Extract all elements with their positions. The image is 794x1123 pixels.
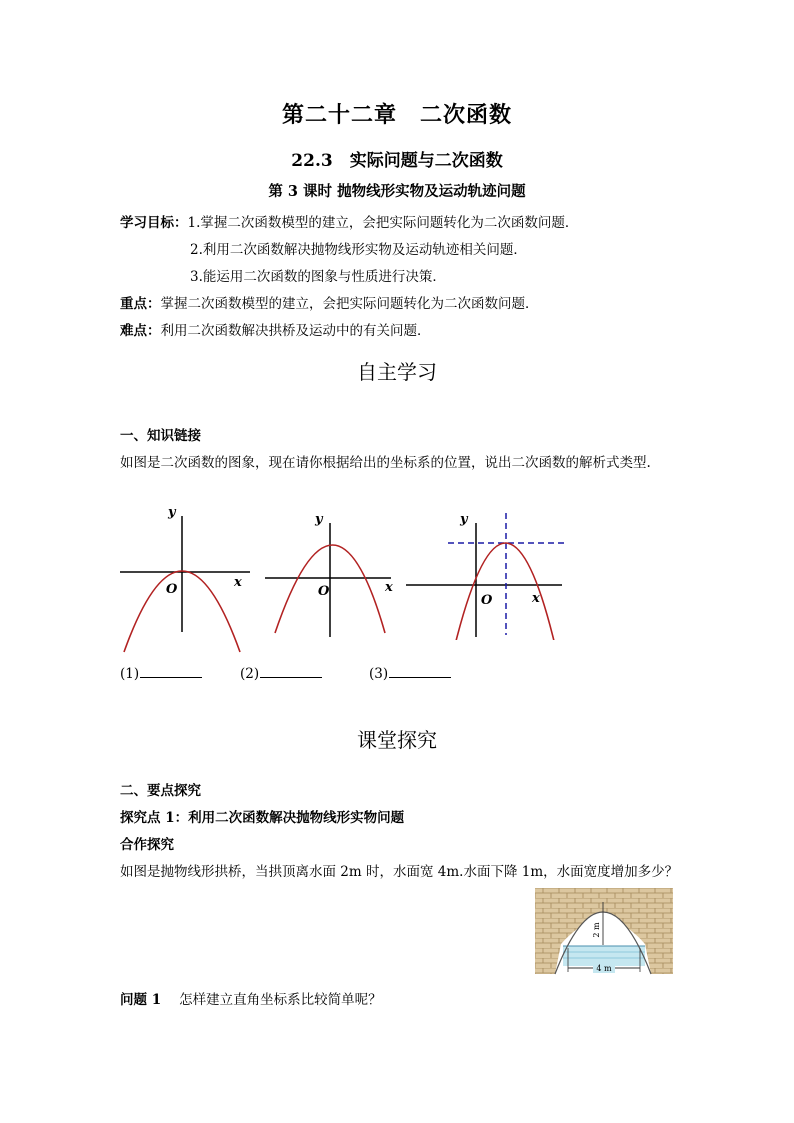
answer-3-blank[interactable] [389,665,451,678]
bridge-problem: 如图是抛物线形拱桥，当拱顶离水面 2m 时，水面宽 4m.水面下降 1m，水面宽度增加多少？ [120,864,679,880]
objectives-label: 学习目标： [120,215,188,231]
chapter-title: 第二十二章 二次函数 [281,102,512,128]
x-axis-label: x [385,580,393,595]
answer-1 [120,665,202,682]
x-axis-label: x [532,591,540,606]
key-points-heading: 二、要点探究 [120,783,201,799]
knowledge-link-heading: 一、知识链接 [120,428,201,444]
key-point-label: 重点： [120,296,161,312]
objective-2: 2.利用二次函数解决抛物线形实物及运动轨迹相关问题． [190,242,527,258]
self-study-heading: 自主学习 [357,360,437,384]
difficulty-label: 难点： [120,323,161,339]
objective-3: 3.能运用二次函数的图象与性质进行决策． [190,269,446,285]
answer-2-blank[interactable] [260,665,322,678]
point1-title: 探究点 1：利用二次函数解决抛物线形实物问题 [120,810,405,826]
question-1-label: 问题 1 [120,992,162,1008]
classroom-heading: 课堂探究 [357,728,437,752]
answer-2 [240,665,322,682]
key-point-text: 掌握二次函数模型的建立，会把实际问题转化为二次函数问题． [160,296,539,312]
question-1 [120,988,382,1008]
key-point [120,292,539,312]
height-label: 2 m [592,922,601,938]
arch-bridge-figure [535,888,673,978]
question-1-text: 怎样建立直角坐标系比较简单呢？ [179,992,382,1008]
coop-label: 合作探究 [120,837,174,853]
difficulty [120,319,431,339]
y-axis-label: y [315,512,323,527]
y-axis-label: y [460,512,468,527]
answer-3-label: (3) [369,666,389,682]
knowledge-link-prompt: 如图是二次函数的图象，现在请你根据给出的坐标系的位置，说出二次函数的解析式类型. [120,455,651,471]
graph-2 [263,505,403,640]
section-title: 22.3 实际问题与二次函数 [291,151,503,171]
x-axis-label: x [234,575,242,590]
answer-3 [369,665,451,682]
origin-label: O [481,593,493,608]
answer-1-label: (1) [120,666,140,682]
answer-1-blank[interactable] [140,665,202,678]
answer-2-label: (2) [240,666,260,682]
y-axis-label: y [168,505,176,520]
objectives-line-1 [120,211,578,231]
graph-1 [118,500,258,660]
width-label: 4 m [596,964,612,973]
origin-label: O [166,582,178,597]
graph-3 [404,505,564,640]
lesson-title: 第 3 课时 抛物线形实物及运动轨迹问题 [268,183,526,200]
difficulty-text: 利用二次函数解决拱桥及运动中的有关问题． [160,323,431,339]
origin-label: O [318,584,330,599]
objective-1: 1.掌握二次函数模型的建立，会把实际问题转化为二次函数问题． [187,215,579,231]
